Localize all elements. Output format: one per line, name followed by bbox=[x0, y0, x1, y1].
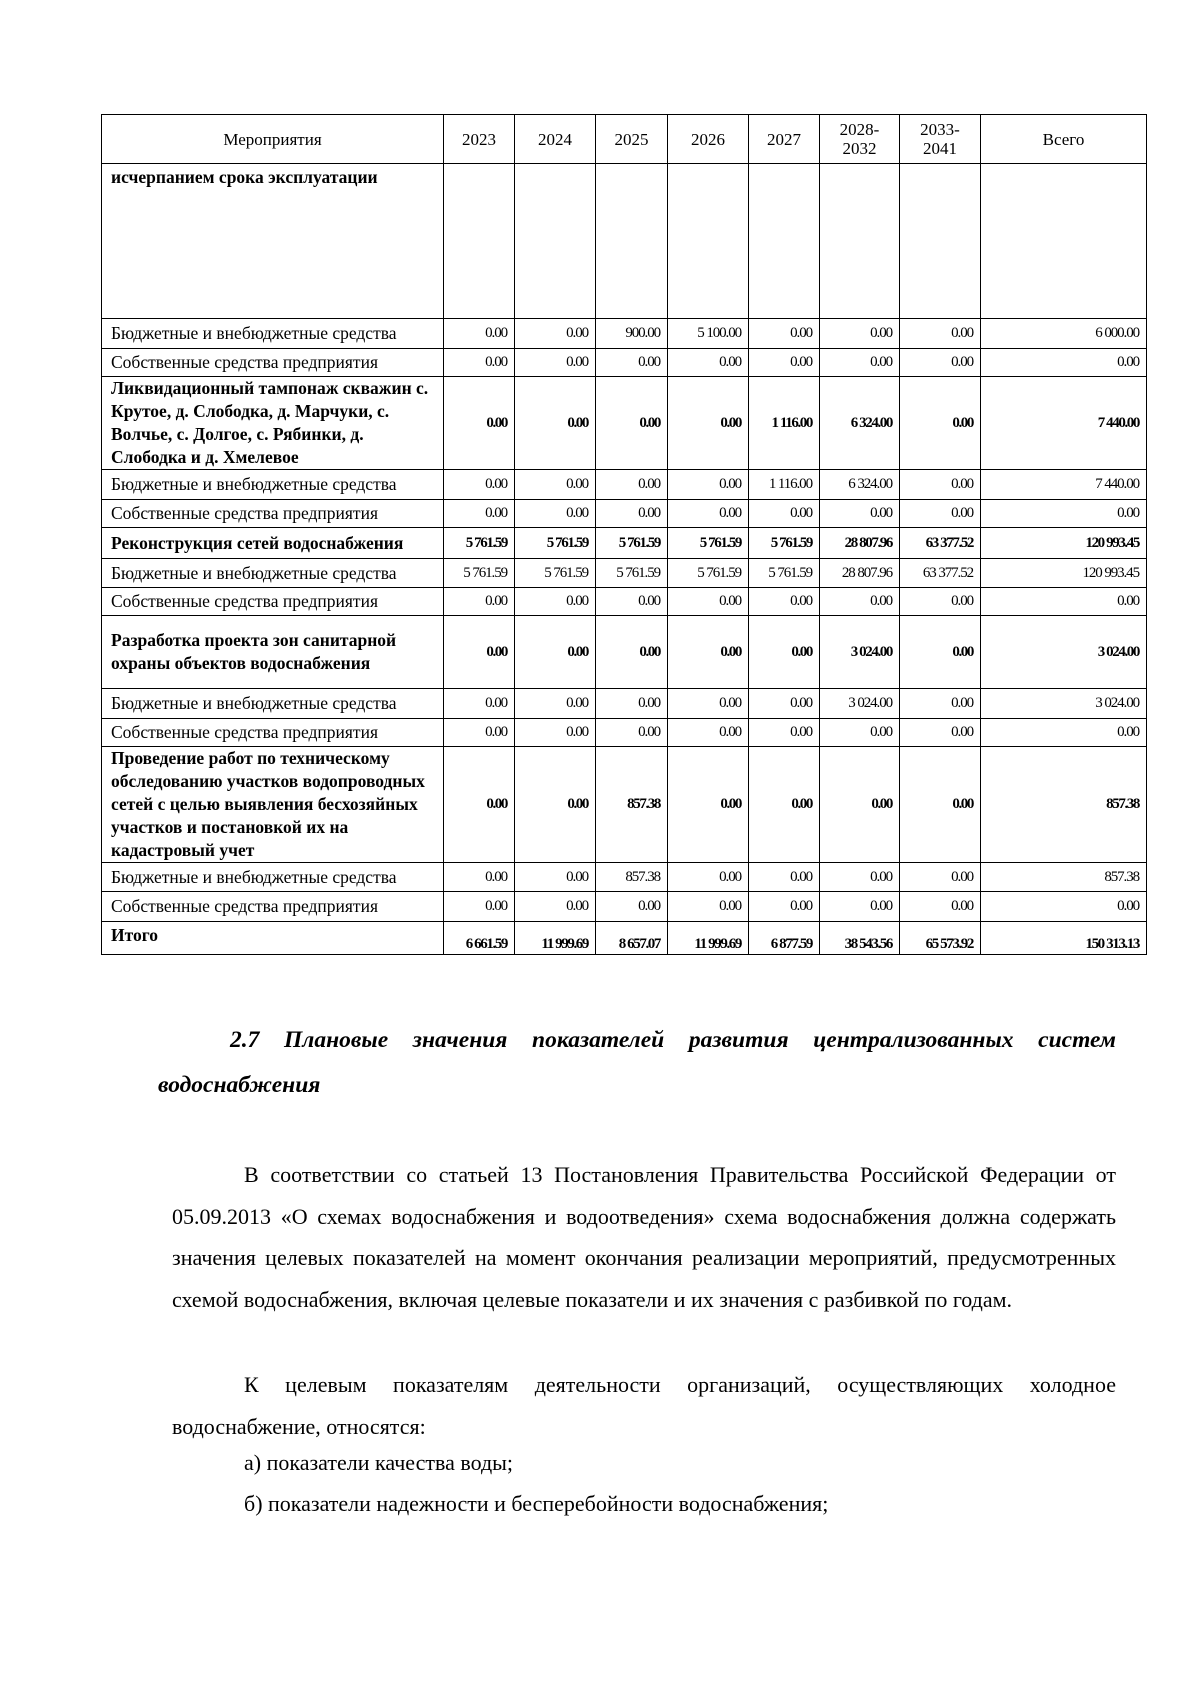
cell-value: 5 761.59 bbox=[515, 559, 596, 588]
header-2023: 2023 bbox=[444, 115, 515, 164]
row-label: Собственные средства предприятия bbox=[102, 588, 444, 616]
cell-value: 0.00 bbox=[900, 470, 981, 500]
cell-value: 1 116.00 bbox=[749, 470, 820, 500]
cell-value: 6 324.00 bbox=[820, 470, 900, 500]
cell-value: 0.00 bbox=[900, 689, 981, 719]
cell-value: 0.00 bbox=[668, 377, 749, 470]
cell-value: 0.00 bbox=[981, 719, 1147, 747]
cell-value: 0.00 bbox=[596, 500, 668, 528]
table-row bbox=[102, 500, 1147, 528]
cell-value: 5 761.59 bbox=[444, 528, 515, 559]
cell-value: 5 761.59 bbox=[444, 559, 515, 588]
body-paragraph: В соответствии со статьей 13 Постановления Правительства Российской Федерации от 05.09.2013 «О схемах водоснабжения и водоотведения» схема водоснабжения должна содержать значения целевых показателей на момент окончания реализации мероприятий, предусмотренных схемой водоснабжения, включая целевые показатели и их значения с разбивкой по годам. bbox=[172, 1162, 1116, 1312]
cell-value: 0.00 bbox=[515, 377, 596, 470]
cell-value: 857.38 bbox=[596, 747, 668, 863]
cell-value: 28 807.96 bbox=[820, 559, 900, 588]
cell-value bbox=[596, 164, 668, 319]
cell-value: 0.00 bbox=[668, 588, 749, 616]
list-item-water-quality: а) показатели качества воды; bbox=[244, 1450, 514, 1475]
table-row bbox=[102, 689, 1147, 719]
cell-value: 0.00 bbox=[981, 349, 1147, 377]
cell-value bbox=[749, 164, 820, 319]
cell-value: 120 993.45 bbox=[981, 528, 1147, 559]
table-row bbox=[102, 616, 1147, 689]
table-row bbox=[102, 719, 1147, 747]
header-2026: 2026 bbox=[668, 115, 749, 164]
cell-value: 0.00 bbox=[444, 689, 515, 719]
row-label: Итого bbox=[102, 922, 444, 955]
row-label: Собственные средства предприятия bbox=[102, 349, 444, 377]
row-label: Бюджетные и внебюджетные средства bbox=[102, 689, 444, 719]
cell-value: 0.00 bbox=[900, 500, 981, 528]
cell-value: 0.00 bbox=[900, 747, 981, 863]
row-label: Бюджетные и внебюджетные средства bbox=[102, 559, 444, 588]
cell-value: 6 000.00 bbox=[981, 319, 1147, 349]
row-label: Разработка проекта зон санитарной охраны объектов водоснабжения bbox=[102, 616, 444, 689]
table-body bbox=[102, 164, 1147, 955]
cell-value: 0.00 bbox=[444, 719, 515, 747]
cell-value: 120 993.45 bbox=[981, 559, 1147, 588]
cell-value: 0.00 bbox=[981, 500, 1147, 528]
cell-value: 0.00 bbox=[900, 719, 981, 747]
cell-value: 0.00 bbox=[515, 719, 596, 747]
cell-value: 0.00 bbox=[444, 500, 515, 528]
cell-value: 11 999.69 bbox=[515, 922, 596, 955]
cell-value: 63 377.52 bbox=[900, 528, 981, 559]
table-row bbox=[102, 377, 1147, 470]
cell-value: 0.00 bbox=[820, 588, 900, 616]
row-label: Бюджетные и внебюджетные средства bbox=[102, 319, 444, 349]
cell-value bbox=[981, 164, 1147, 319]
cell-value: 0.00 bbox=[820, 500, 900, 528]
row-label: Реконструкция сетей водоснабжения bbox=[102, 528, 444, 559]
cell-value: 0.00 bbox=[900, 892, 981, 922]
cell-value: 857.38 bbox=[596, 863, 668, 892]
cell-value: 8 657.07 bbox=[596, 922, 668, 955]
body-paragraph: К целевым показателям деятельности организаций, осуществляющих холодное водоснабжение, относятся: bbox=[172, 1372, 1116, 1439]
cell-value: 0.00 bbox=[900, 319, 981, 349]
cell-value: 5 100.00 bbox=[668, 319, 749, 349]
cell-value: 900.00 bbox=[596, 319, 668, 349]
cell-value: 857.38 bbox=[981, 747, 1147, 863]
cell-value: 5 761.59 bbox=[749, 559, 820, 588]
cell-value: 0.00 bbox=[596, 689, 668, 719]
cell-value: 1 116.00 bbox=[749, 377, 820, 470]
budget-table bbox=[101, 114, 1147, 955]
cell-value: 0.00 bbox=[596, 377, 668, 470]
table-row bbox=[102, 863, 1147, 892]
cell-value bbox=[820, 164, 900, 319]
cell-value: 0.00 bbox=[749, 892, 820, 922]
cell-value: 0.00 bbox=[596, 349, 668, 377]
table-row bbox=[102, 319, 1147, 349]
table-row bbox=[102, 892, 1147, 922]
cell-value: 0.00 bbox=[444, 892, 515, 922]
cell-value bbox=[515, 164, 596, 319]
cell-value: 0.00 bbox=[900, 616, 981, 689]
cell-value: 5 761.59 bbox=[596, 559, 668, 588]
cell-value: 0.00 bbox=[444, 863, 515, 892]
cell-value: 0.00 bbox=[820, 319, 900, 349]
cell-value: 0.00 bbox=[749, 863, 820, 892]
cell-value: 0.00 bbox=[515, 747, 596, 863]
cell-value bbox=[444, 164, 515, 319]
cell-value: 65 573.92 bbox=[900, 922, 981, 955]
cell-value: 0.00 bbox=[900, 588, 981, 616]
cell-value: 5 761.59 bbox=[668, 559, 749, 588]
cell-value: 0.00 bbox=[515, 689, 596, 719]
row-label: Собственные средства предприятия bbox=[102, 500, 444, 528]
header-2027: 2027 bbox=[749, 115, 820, 164]
header-2024: 2024 bbox=[515, 115, 596, 164]
cell-value: 150 313.13 bbox=[981, 922, 1147, 955]
cell-value: 0.00 bbox=[668, 747, 749, 863]
cell-value: 0.00 bbox=[668, 616, 749, 689]
header-2033-2041: 2033- 2041 bbox=[900, 115, 981, 164]
cell-value bbox=[900, 164, 981, 319]
cell-value: 3 024.00 bbox=[981, 616, 1147, 689]
section-heading: 2.7 Плановые значения показателей развития централизованных систем водоснабжения bbox=[158, 1027, 1116, 1098]
list-item-reliability: б) показатели надежности и бесперебойности водоснабжения; bbox=[244, 1491, 829, 1516]
cell-value: 0.00 bbox=[668, 689, 749, 719]
cell-value: 0.00 bbox=[515, 319, 596, 349]
cell-value: 0.00 bbox=[596, 470, 668, 500]
cell-value: 6 661.59 bbox=[444, 922, 515, 955]
cell-value: 0.00 bbox=[749, 616, 820, 689]
row-label: Бюджетные и внебюджетные средства bbox=[102, 863, 444, 892]
cell-value: 11 999.69 bbox=[668, 922, 749, 955]
cell-value bbox=[668, 164, 749, 319]
cell-value: 6 877.59 bbox=[749, 922, 820, 955]
cell-value: 6 324.00 bbox=[820, 377, 900, 470]
cell-value: 0.00 bbox=[900, 377, 981, 470]
cell-value: 0.00 bbox=[596, 616, 668, 689]
cell-value: 3 024.00 bbox=[820, 616, 900, 689]
cell-value: 0.00 bbox=[444, 588, 515, 616]
cell-value: 0.00 bbox=[515, 500, 596, 528]
header-2028-2032: 2028- 2032 bbox=[820, 115, 900, 164]
table-row bbox=[102, 559, 1147, 588]
cell-value: 0.00 bbox=[900, 349, 981, 377]
cell-value: 63 377.52 bbox=[900, 559, 981, 588]
table-header-row bbox=[102, 115, 1147, 164]
table-row bbox=[102, 588, 1147, 616]
cell-value: 0.00 bbox=[749, 588, 820, 616]
cell-value: 0.00 bbox=[668, 719, 749, 747]
cell-value: 0.00 bbox=[444, 747, 515, 863]
cell-value: 5 761.59 bbox=[515, 528, 596, 559]
row-label: Проведение работ по техническому обследованию участков водопроводных сетей с целью выявления бесхозяйных участков и постановкой их на кадастровый учет bbox=[102, 747, 444, 863]
cell-value: 0.00 bbox=[749, 500, 820, 528]
cell-value: 0.00 bbox=[668, 470, 749, 500]
cell-value: 0.00 bbox=[668, 863, 749, 892]
cell-value: 0.00 bbox=[749, 689, 820, 719]
cell-value: 0.00 bbox=[820, 892, 900, 922]
total-row bbox=[102, 922, 1147, 955]
cell-value: 0.00 bbox=[444, 616, 515, 689]
cell-value: 0.00 bbox=[596, 719, 668, 747]
cell-value: 0.00 bbox=[515, 616, 596, 689]
cell-value: 0.00 bbox=[668, 349, 749, 377]
row-label: Бюджетные и внебюджетные средства bbox=[102, 470, 444, 500]
row-label: исчерпанием срока эксплуатации bbox=[102, 164, 444, 319]
cell-value: 0.00 bbox=[749, 349, 820, 377]
cell-value: 0.00 bbox=[444, 319, 515, 349]
cell-value: 0.00 bbox=[981, 588, 1147, 616]
cell-value: 3 024.00 bbox=[820, 689, 900, 719]
cell-value: 0.00 bbox=[749, 319, 820, 349]
table-row bbox=[102, 164, 1147, 319]
cell-value: 0.00 bbox=[820, 349, 900, 377]
header-total: Всего bbox=[981, 115, 1147, 164]
cell-value: 0.00 bbox=[749, 747, 820, 863]
cell-value: 0.00 bbox=[668, 500, 749, 528]
cell-value: 0.00 bbox=[515, 349, 596, 377]
cell-value: 0.00 bbox=[820, 747, 900, 863]
cell-value: 0.00 bbox=[596, 588, 668, 616]
cell-value: 3 024.00 bbox=[981, 689, 1147, 719]
cell-value: 0.00 bbox=[820, 719, 900, 747]
row-label: Ликвидационный тампонаж скважин с. Крутое, д. Слободка, д. Марчуки, с. Волчье, с. Долгое, с. Рябинки, д. Слободка и д. Хмелевое bbox=[102, 377, 444, 470]
cell-value: 7 440.00 bbox=[981, 377, 1147, 470]
table-row bbox=[102, 470, 1147, 500]
table-row bbox=[102, 747, 1147, 863]
cell-value: 0.00 bbox=[596, 892, 668, 922]
cell-value: 0.00 bbox=[515, 470, 596, 500]
table-row bbox=[102, 349, 1147, 377]
cell-value: 0.00 bbox=[444, 349, 515, 377]
cell-value: 0.00 bbox=[515, 588, 596, 616]
row-label: Собственные средства предприятия bbox=[102, 719, 444, 747]
cell-value: 0.00 bbox=[668, 892, 749, 922]
header-measures: Мероприятия bbox=[102, 115, 444, 164]
cell-value: 857.38 bbox=[981, 863, 1147, 892]
cell-value: 0.00 bbox=[444, 470, 515, 500]
cell-value: 5 761.59 bbox=[668, 528, 749, 559]
row-label: Собственные средства предприятия bbox=[102, 892, 444, 922]
cell-value: 38 543.56 bbox=[820, 922, 900, 955]
cell-value: 0.00 bbox=[515, 892, 596, 922]
cell-value: 28 807.96 bbox=[820, 528, 900, 559]
cell-value: 0.00 bbox=[749, 719, 820, 747]
cell-value: 0.00 bbox=[900, 863, 981, 892]
cell-value: 7 440.00 bbox=[981, 470, 1147, 500]
cell-value: 0.00 bbox=[981, 892, 1147, 922]
cell-value: 0.00 bbox=[444, 377, 515, 470]
cell-value: 5 761.59 bbox=[749, 528, 820, 559]
table-row bbox=[102, 528, 1147, 559]
cell-value: 0.00 bbox=[515, 863, 596, 892]
cell-value: 5 761.59 bbox=[596, 528, 668, 559]
header-2025: 2025 bbox=[596, 115, 668, 164]
cell-value: 0.00 bbox=[820, 863, 900, 892]
